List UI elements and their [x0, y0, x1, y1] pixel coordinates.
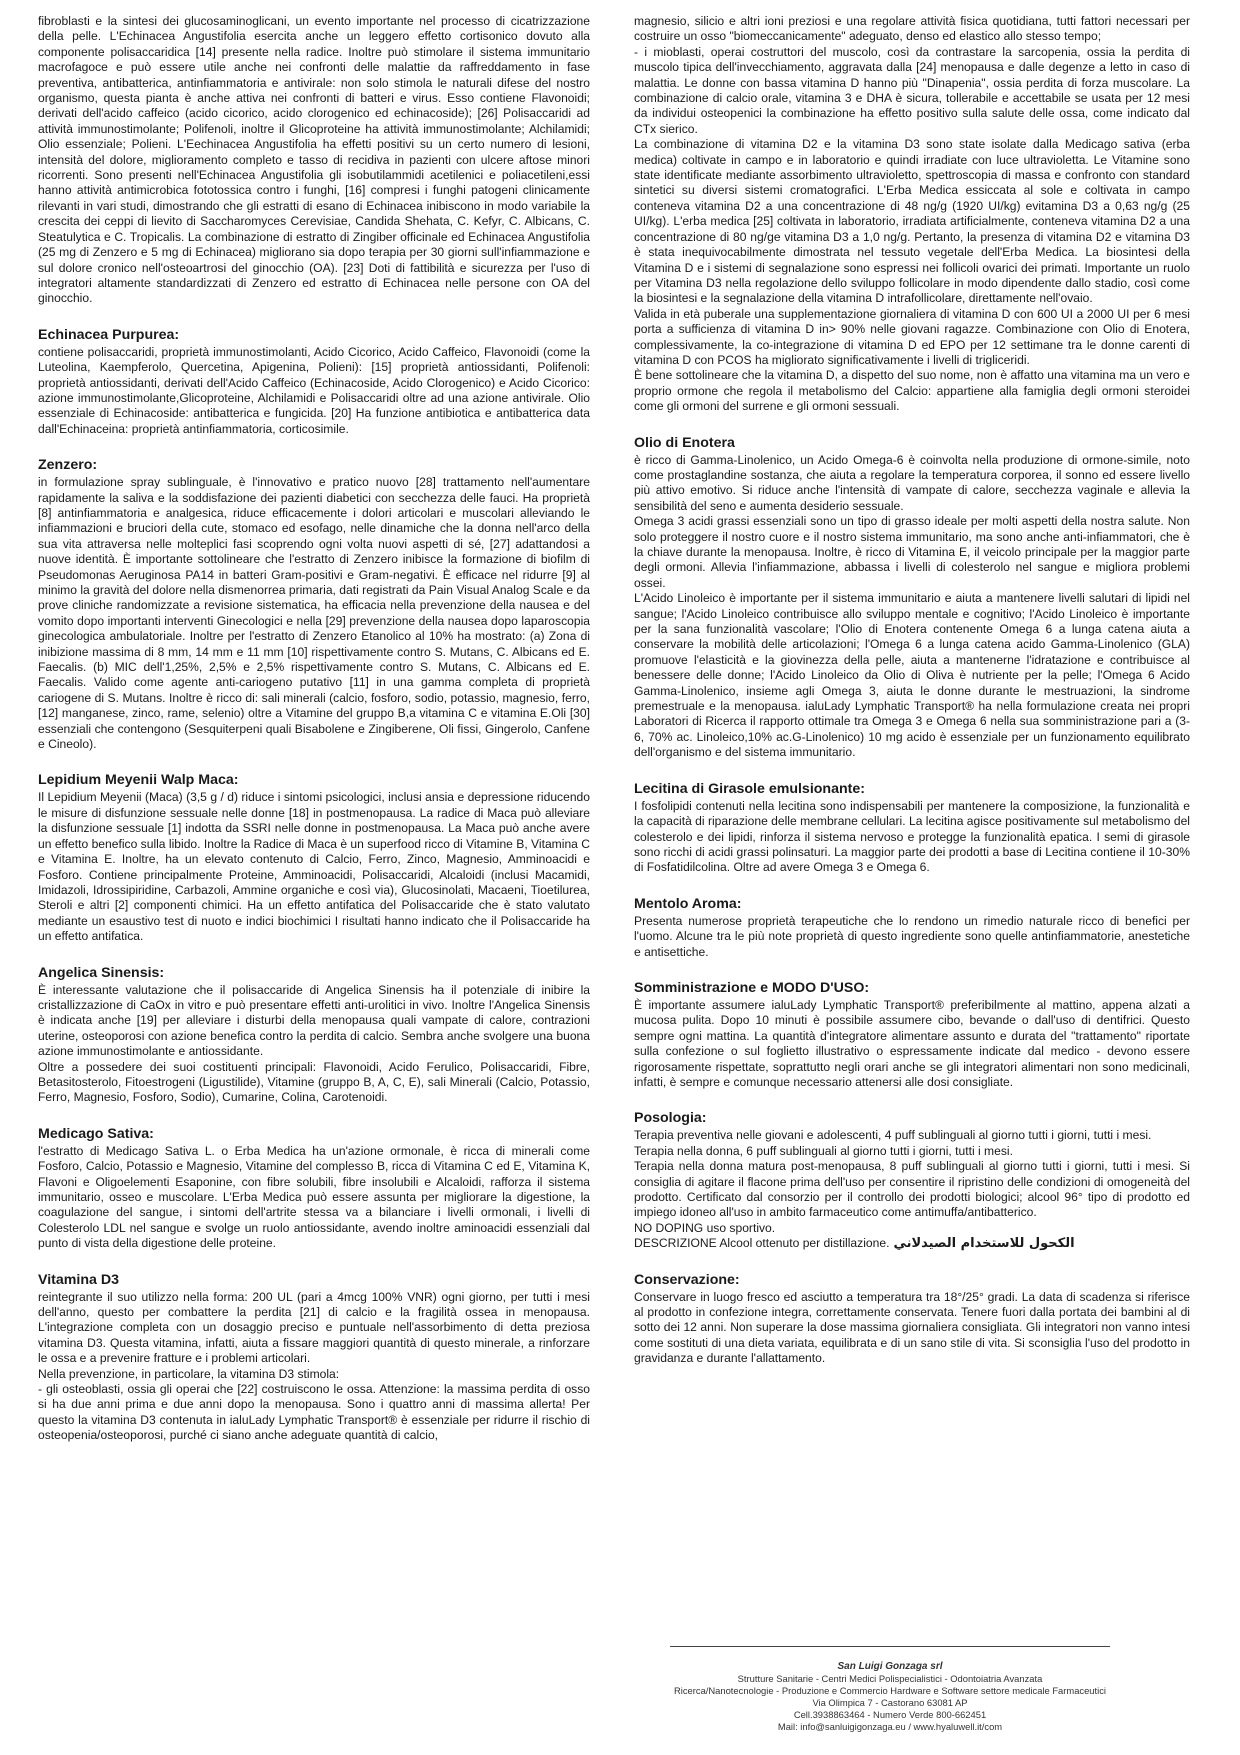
- section-heading: Lepidium Meyenii Walp Maca:: [38, 772, 239, 789]
- section-heading: Olio di Enotera: [634, 434, 735, 451]
- section-heading: Zenzero:: [38, 457, 98, 474]
- paragraph: Presenta numerose proprietà terapeutiche che lo rendono un rimedio naturale ricco di benefici per l'uomo. Alcune tra le più note proprietà di questo ingrediente sono quelle antinfiammatorie, anestetiche e antisettiche.: [634, 913, 1190, 959]
- section-medicago-sativa: [38, 1125, 590, 1252]
- section-heading: Conservazione:: [634, 1271, 740, 1288]
- section-heading: Lecitina di Girasole emulsionante:: [634, 780, 865, 797]
- section-olio-di-enotera: [634, 434, 1190, 761]
- echinacea-angustifolia-continuation: [38, 14, 590, 307]
- right-column: [634, 14, 1190, 1386]
- footer-contact: Mail: info@sanluigigonzaga.eu / www.hyaluwell.it/com: [777, 1721, 1003, 1732]
- footer-phone: Cell.3938863464 - Numero Verde 800-662451: [793, 1709, 987, 1720]
- paragraph: Terapia preventiva nelle giovani e adolescenti, 4 puff sublinguali al giorno tutti i giorni, tutti i mesi.: [634, 1128, 1152, 1143]
- section-heading: Posologia:: [634, 1110, 707, 1127]
- paragraph: È bene sottolineare che la vitamina D, a dispetto del suo nome, non è affatto una vitamina ma un vero e proprio ormone che regola il metabolismo del Calcio: appartiene alla famiglia degli ormoni steroidei come gli ormoni del surrene e gli ormoni sessuali.: [634, 368, 1190, 414]
- section-vitamina-d3: [38, 1271, 590, 1444]
- paragraph: È interessante valutazione che il polisaccaride di Angelica Sinensis ha il potenziale di inibire la cristallizzazione di CaOx in vitro e può presentare effetti anti-urolitici in vivo. Inoltre l'Angelica Sinensis è indicata anche [19] per alleviare i disturbi della menopausa quali vampate di calore, contrazioni uterine, osteoporosi con azione benefica contro la perdita di calcio. Sembra anche svolgere una buona azione immunostimolante e antiossidante.: [38, 982, 590, 1059]
- section-lecitina-girasole: [634, 780, 1190, 876]
- paragraph: reintegrante il suo utilizzo nella forma: 200 UL (pari a 4mcg 100% VNR) ogni giorno, per tutti i mesi dell'anno, questo per combattere la perdita [21] di calcio e la fragilità ossea in menopausa. L'integrazione completa con un dosaggio preciso e puntuale nell'assorbimento di detta preziosa vitamina D3. Questa vitamina, infatti, aiuta a fissare maggiori quantità di questo minerale, a rinforzare le ossa e a prevenire fratture e i problemi articolari.: [38, 1289, 590, 1366]
- paragraph: è ricco di Gamma-Linolenico, un Acido Omega-6 è coinvolta nella produzione di ormone-simile, noto come prostaglandine sostanza, che aiuta a regolare la temperatura corporea, il sonno ed essere livello più attivo emotivo. Si riduce anche l'intensità di vampate di calore, secchezza vaginale e allevia la sensibilità del seno e aumenta desiderio sessuale.: [634, 452, 1190, 513]
- section-mentolo-aroma: [634, 895, 1190, 960]
- vitamina-d3-continuation: [634, 14, 1190, 415]
- paragraph: I fosfolipidi contenuti nella lecitina sono indispensabili per mantenere la composizione, la funzionalità e la capacità di riparazione delle membrane cellulari. La lecitina agisce positivamente sul metabolismo del colesterolo e dei lipidi, rinforza il sistema nervoso e protegge la funzionalità epatica. I semi di girasole sono ricchi di acidi grassi polinsaturi. La maggior parte dei prodotti a base di Lecitina contiene il 10-30% di Fosfatidilcolina. Oltre ad avere Omega 3 e Omega 6.: [634, 798, 1190, 875]
- section-heading: Medicago Sativa:: [38, 1125, 154, 1142]
- paragraph: magnesio, silicio e altri ioni preziosi e una regolare attività fisica quotidiana, tutti fattori necessari per costruire un osso "biomeccanicamente" adeguato, denso ed elastico allo stesso tempo;: [634, 14, 1190, 44]
- paragraph: fibroblasti e la sintesi dei glucosaminoglicani, un evento importante nel processo di cicatrizzazione della pelle. L'Echinacea Angustifolia esercita anche un leggero effetto cortisonico dovuto alla componente polisaccaridica [14] presente nella radice. Inoltre può stimolare il sistema immunitario macrofagoce e può essere utile anche nei confronti delle malattie da raffreddamento in fase preventiva, antibatterica, antinfiammatoria e antivirale: non solo stimola le naturali difese del nostro organismo, questa pianta è anche attiva nei confronti di batteri e virus. Esso contiene Flavonoidi; derivati dell'acido caffeico (acido cicorico, acido clorogenico ed echinacoside); [26] Polisaccaridi ad attività immunostimolante; Polifenoli, inoltre il Glicoproteine ha attività immunostimolante; Alchilamidi; Olio essenziale; Polieni. L'Eechinacea Angustifolia ha effetti positivi su un certo numero di lesioni, intensità del dolore, miglioramento completo e tasso di recidiva in pazienti con ulcere aftose minori ricorrenti. Sono presenti nell'Echinacea Angustifolia gli isobutilammidi acetilenici e poliacetileni,essi hanno attività antimicrobica fototossica contro i funghi, [16] compresi i funghi patogeni clinicamente rilevanti in vari studi, dimostrando che gli estratti di esano di Echinacea inibiscono in modo variabile la crescita dei ceppi di lievito di Saccharomyces Cerevisiae, Candida Shehata, C. Kefyr, C. Albicans, C. Steatulytica e C. Tropicalis. La combinazione di estratto di Zingiber officinale ed Echinacea Angustifolia (25 mg di Zenzero e 5 mg di Echinacea) migliorano sia dopo terapia per 30 giorni sull'infiammazione e sul dolore cronico nell'osteoartrosi del ginocchio (OA). [23] Doti di fattibilità e sicurezza per l'uso di integratori altamente standardizzati di Zenzero ed estratto di Echinacea nelle persone con OA del ginocchio.: [38, 14, 590, 306]
- paragraph: - i mioblasti, operai costruttori del muscolo, così da contrastare la sarcopenia, ossia la perdita di muscolo tipica dell'invecchiamento, aggravata dalla [24] menopausa e dalle degenze a letto in caso di malattia. Le donne con bassa vitamina D hanno più "Dinapenia", ossia perdita di forza muscolare. La combinazione di calcio orale, vitamina 3 e DHA è sicura, tollerabile e accettabile se usata per 12 mesi da individui osteopenici la combinazione ha effetto positivo sulla salute delle ossa, come indicato dal CTx sierico.: [634, 44, 1190, 136]
- company-name: San Luigi Gonzaga srl: [837, 1661, 943, 1672]
- section-angelica-sinensis: [38, 964, 590, 1106]
- section-heading: Vitamina D3: [38, 1271, 119, 1288]
- section-lepidium-maca: [38, 771, 590, 944]
- description-text: DESCRIZIONE Alcool ottenuto per distillazione.: [634, 1236, 890, 1251]
- section-echinacea-purpurea: [38, 326, 590, 437]
- section-posologia: [634, 1109, 1190, 1251]
- paragraph: Nella prevenzione, in particolare, la vitamina D3 stimola:: [38, 1366, 340, 1381]
- section-heading: Angelica Sinensis:: [38, 964, 165, 981]
- paragraph: L'Acido Linoleico è importante per il sistema immunitario e aiuta a mantenere livelli salutari di lipidi nel sangue; l'Acido Linoleico contribuisce allo sviluppo mentale e cognitivo; l'Acido Linoleico è importante per la sana funzionalità vascolare; l'Olio di Enotera contenente Omega 6 a lunga catena aiuta a conservare la mobilità delle articolazioni; l'Omega 6 a lunga catena acido Gamma-Linolenico (GLA) promuove l'elasticità e la giovinezza della pelle, aiuta a mantenerne l'idratazione e contribuisce al benessere delle donne; l'Acido Linoleico da Olio di Oliva è nutriente per la pelle; l'Omega 6 Acido Gamma-Linolenico, insieme agli Omega 3, aiuta le donne durante le mestruazioni, la sindrome premestruale e la menopausa. ialuLady Lymphatic Transport® ha nella formulazione creata nei propri Laboratori di Ricerca il rapporto ottimale tra Omega 3 e Omega 6 nella sua somministrazione pari a (3-6, 70% ac. Linoleico,10% ac.G-Linolenico) 10 mg acido è essenziale per un funzionamento equilibrato dell'organismo e del sistema immunitario.: [634, 591, 1190, 760]
- section-heading: Echinacea Purpurea:: [38, 326, 180, 343]
- section-modo-d-uso: [634, 979, 1190, 1090]
- section-zenzero: [38, 456, 590, 752]
- paragraph: l'estratto di Medicago Sativa L. o Erba Medica ha un'azione ormonale, è ricca di minerali come Fosforo, Calcio, Potassio e Magnesio, Vitamine del complesso B, ricca di Vitamina C ed E, Vitamina K, Flavoni e Oligoelementi Esaponine, con fibre solubili, fibre insolubili e Alcaloidi, rafforza il sistema immunitario, osseo e muscolare. L'Erba Medica può essere assunta per migliorare la digestione, la coagulazione del sangue, i sintomi dell'artrite stessa va a bilanciare i livelli ormonali, i livelli di Colesterolo LDL nel sangue e svolge un ruolo antiossidante, avendo inoltre aminoacidi essenziali dal punto di vista della digestione delle proteine.: [38, 1143, 590, 1251]
- section-conservazione: [634, 1271, 1190, 1367]
- section-heading: Somministrazione e MODO D'USO:: [634, 979, 870, 996]
- paragraph: Terapia nella donna matura post-menopausa, 8 puff sublinguali al giorno tutti i giorni, tutti i mesi. Si consiglia di agitare il flacone prima dell'uso per consentire il ripristino delle condizioni di omogeneità del prodotto. Certificato dal consorzio per il controllo dei prodotti biologici; alcool 96° tipo di prodotto ed impiego idoneo all'uso in ambito farmaceutico come antimuffa/antibatterico.: [634, 1159, 1190, 1220]
- footer-address: Via Olimpica 7 - Castorano 63081 AP: [812, 1697, 968, 1708]
- paragraph: contiene polisaccaridi, proprietà immunostimolanti, Acido Cicorico, Acido Caffeico, Flavonoidi (come la Luteolina, Kaempferolo, Quercetina, Apigenina, Polieni): [15] proprietà antiossidanti, Polifenoli: proprietà antiossidanti, derivati dell'Acido Caffeico (Echinacoside, Acido Clorogenico) e Acido Cicorico: azione immunostimolante,Glicoproteine, Alchilamidi e Polisaccaridi oltre ad una azione antivirale. Olio essenziale di Echinacoside: antibatterica e fungicida. [20] Ha funzione antibiotica e antibatterica data dall'Echinaceina: proprietà antinfiammatoria, corticosimile.: [38, 344, 590, 436]
- footer-divider: [670, 1646, 1110, 1647]
- footer-line: Strutture Sanitarie - Centri Medici Polispecialistici - Odontoiatria Avanzata: [737, 1673, 1043, 1684]
- arabic-description: الكحول للاستخدام الصيدلاني: [893, 1236, 1075, 1252]
- paragraph: Oltre a possedere dei suoi costituenti principali: Flavonoidi, Acido Ferulico, Polisaccaridi, Fibre, Betasitosterolo, Fitoestrogeni (Ligustilide), Vitamine (gruppo B, A, C, E), sali Minerali (Calcio, Potassio, Ferro, Magnesio, Fosforo, Sodio), Cumarine, Colina, Carotenoidi.: [38, 1059, 590, 1105]
- paragraph: Terapia nella donna, 6 puff sublinguali al giorno tutti i giorni, tutti i mesi.: [634, 1143, 1013, 1158]
- paragraph: Valida in età puberale una supplementazione giornaliera di vitamina D con 600 UI a 2000 UI per 6 mesi porta a sufficienza di vitamina D in> 90% nelle giovani ragazze. Combinazione con Olio di Enotera, complessivamente, la co-integrazione di vitamina D ed EPO per 12 settimane tra le donne carenti di vitamina D con PCOS ha migliorato significativamente i livelli di trigliceridi.: [634, 306, 1190, 367]
- company-footer: [630, 1646, 1150, 1733]
- description-line: [634, 1236, 1190, 1251]
- section-heading: Mentolo Aroma:: [634, 895, 742, 912]
- paragraph: La combinazione di vitamina D2 e la vitamina D3 sono state isolate dalla Medicago sativa (erba medica) coltivate in campo e in laboratorio e quindi irradiate con luce ultravioletta. Le Vitamine sono state identificate mediante assorbimento ultravioletto, spettroscopia di massa e confronto con standard sintetici su diversi sistemi cromatografici. L'Erba Medica essiccata al sole e coltivata in campo conteneva vitamina D2 a una concentrazione di 48 ng/g (1920 UI/kg) evitamina D3 a 0,63 ng/g (25 UI/kg). L'erba medica [25] coltivata in laboratorio, irradiata artificialmente, conteneva vitamina D2 a una concentrazione di 80 ng/ge vitamina D3 a 1,0 ng/g. Pertanto, la presenza di vitamina D2 e vitamina D3 è stata inequivocabilmente dimostrata nel tessuto vegetale dell'Erba Medica. La biosintesi della Vitamina D e i sistemi di segnalazione sono espressi nei follicoli ovarici dei primati. Importante un ruolo per Vitamina D3 nella regolazione dello sviluppo follicolare in modo dipendente dallo stadio, così come la biosintesi e la segnalazione della vitamina D intrafollicolare, direttamente nell'ovaio.: [634, 137, 1190, 306]
- paragraph: NO DOPING uso sportivo.: [634, 1220, 776, 1235]
- paragraph: È importante assumere ialuLady Lymphatic Transport® preferibilmente al mattino, appena alzati a mucosa pulita. Dopo 10 minuti è possibile assumere cibo, bevande o dall'uso di dentifrici. Questo sempre ogni mattina. La quantità d'integratore alimentare assunto e durata del "trattamento" riportate sulla confezione o sul foglietto illustrativo o espressamente indicate dal medico - devono essere rigorosamente rispettate, soprattutto negli orari anche se gli integratori alimentari non sono medicinali, infatti, è sempre e comunque necessario attenersi alle dosi consigliate.: [634, 997, 1190, 1089]
- paragraph: in formulazione spray sublinguale, è l'innovativo e pratico nuovo [28] trattamento nell'aumentare rapidamente la saliva e la soddisfazione dei pazienti diabetici con secchezza delle fauci. Ha proprietà [8] antinfiammatoria e analgesica, riduce efficacemente i dolori articolari e muscolari alleviando le infiammazioni e bruciori della cute, stomaco ed esofago, nelle dinamiche che la donna nell'arco della sua vita attraversa nelle molteplici fasi scoprendo ogni volta nuovi aspetti di sé, [27] adattandosi a nuove identità. È importante sottolineare che l'estratto di Zenzero inibisce la formazione di biofilm di Pseudomonas Aeruginosa PA14 in batteri Gram-positivi e Gram-negativi. È efficace nel ridurre [9] al minimo la gravità del dolore nella dismenorrea primaria, dati registrati da Pain Visual Analog Scale e da prove cliniche randomizzate a revisione sistematica, ha efficacia nella prevenzione della nausea e del vomito dopo importanti interventi Ginecologici e nella [29] prevenzione della nausea dopo laparoscopia ginecologica ambulatoriale. Inoltre per l'estratto di Zenzero Etanolico al 10% ha mostrato: (a) Zona di inibizione massima di 8 mm, 14 mm e 11 mm [10] rispettivamente contro S. Mutans, C. Albicans ed E. Faecalis. (b) MIC dell'1,25%, 2,5% e 2,5% rispettivamente contro S. Mutans, C. Albicans ed E. Faecalis. Valido come agente anti-cariogeno putativo [11] in una gamma completa di proprietà cariogene di S. Mutans. Inoltre è ricco di: sali minerali (calcio, fosforo, sodio, potassio, magnesio, ferro, [12] manganese, zinco, rame, selenio) oltre a Vitamine del gruppo B,a vitamina C e vitamina E.Oli [30] essenziali che contengono (Sesquiterpeni quali Bisabolene e Zingiberene, Oli fissi, Gingerolo, Canfene e Cineolo).: [38, 475, 590, 752]
- paragraph: Il Lepidium Meyenii (Maca) (3,5 g / d) riduce i sintomi psicologici, inclusi ansia e depressione riducendo le misure di disfunzione sessuale nelle donne [18] in postmenopausa. La radice di Maca può alleviare la disfunzione sessuale [1] indotta da SSRI nelle donne in postmenopausa. La Maca può anche avere un effetto benefico sulla libido. Inoltre la Radice di Maca è un superfood ricco di Vitamine B, Vitamina C e Vitamina E. Inoltre, ha un elevato contenuto di Calcio, Ferro, Zinco, Magnesio, Amminoacidi e Fosforo. Contiene principalmente Proteine, Amminoacidi, Polisaccaridi, Alcaloidi (inclusi Macamidi, Imidazoli, Idrossipiridine, Carbazoli, Ammine organiche e così via), Glucosinolati, Macaeni, Tioetilurea, Steroli e altri [2] componenti chimici. Ha un effetto antifatica del Polisaccaride che è stato valutato mediante un esaustivo test di nuoto e indici biochimici I risultati hanno indicato che il Polisaccaride ha un effetto antifatica.: [38, 790, 590, 944]
- paragraph: Omega 3 acidi grassi essenziali sono un tipo di grasso ideale per molti aspetti della nostra salute. Non solo proteggere il nostro cuore e il nostro sistema immunitario, ma sono anche anti-infiammatori, che è la chiave durante la menopausa. Inoltre, è ricco di Vitamina E, il veicolo principale per la maggior parte degli ormoni. Allevia l'infiammazione, abbassa i livelli di colesterolo nel sangue e migliora problemi ossei.: [634, 514, 1190, 590]
- paragraph: - gli osteoblasti, ossia gli operai che [22] costruiscono le ossa. Attenzione: la massima perdita di osso si ha due anni prima e due anni dopo la menopausa. Sono i quattro anni di massima allerta! Per questo la vitamina D3 contenuta in ialuLady Lymphatic Transport® è essenziale per ridurre il rischio di osteopenia/osteoporosi, purché ci siano anche adeguate quantità di calcio,: [38, 1382, 590, 1443]
- left-column: [38, 14, 590, 1463]
- footer-line: Ricerca/Nanotecnologie - Produzione e Commercio Hardware e Software settore medicale Farmaceutici: [674, 1685, 1106, 1696]
- paragraph: Conservare in luogo fresco ed asciutto a temperatura tra 18°/25° gradi. La data di scadenza si riferisce al prodotto in confezione integra, correttamente conservata. Tenere fuori dalla portata dei bambini al di sotto dei 12 anni. Non superare la dose massima giornaliera consigliata. Gli integratori non vanno intesi come sostituti di una dieta variata, equilibrata e di un sano stile di vita. Si sconsiglia l'uso del prodotto in gravidanza e durante l'allattamento.: [634, 1289, 1190, 1366]
